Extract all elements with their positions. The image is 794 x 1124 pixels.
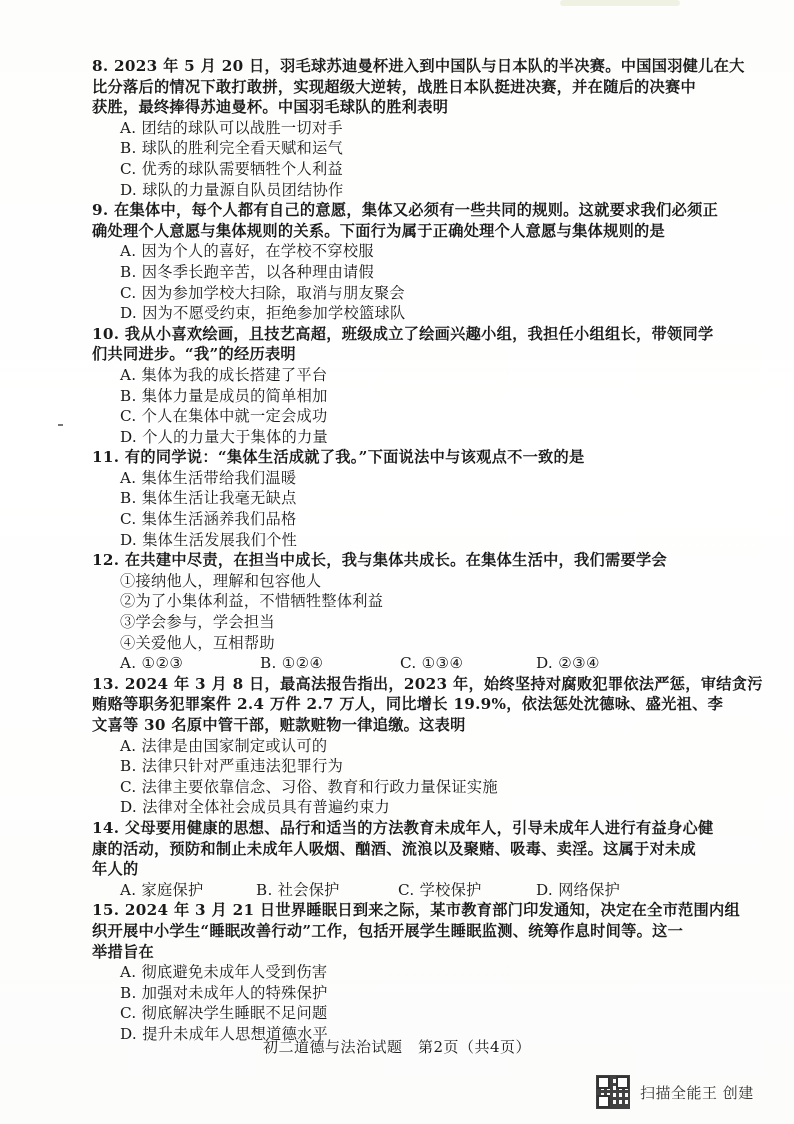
option-b: B. ①②④ [260,654,324,673]
option-c: C. 因为参加学校大扫除，取消与朋友聚会 [120,283,405,302]
option-b: B. 集体力量是成员的简单相加 [120,386,328,405]
option-d: D. 提升未成年人思想道德水平 [120,1024,329,1043]
option-a: A. 团结的球队可以战胜一切对手 [120,118,343,137]
option-a: A. 法律是由国家制定或认可的 [120,736,328,755]
sub-item-3: ③学会参与，学会担当 [120,613,275,632]
question-11 [92,447,762,550]
question-stem-line: 比分落后的情况下敢打敢拼，实现超级大逆转，战胜日本队挺进决赛，并在随后的决赛中 [92,77,697,96]
option-d: D. 个人的力量大于集体的力量 [120,427,329,446]
option-c: C. 集体生活涵养我们品格 [120,510,297,529]
option-c: C. 法律主要依靠信念、习俗、教育和行政力量保证实施 [120,777,498,796]
option-a: A. 家庭保护 [120,880,204,899]
question-stem-line: 8. 2023 年 5 月 20 日，羽毛球苏迪曼杯进入到中国队与日本队的半决赛。中国国羽健儿在大 [92,57,745,75]
option-d: D. 集体生活发展我们个性 [120,530,298,549]
sub-item-4: ④关爱他人，互相帮助 [120,633,275,652]
question-8 [92,56,762,200]
option-c: C. 优秀的球队需要牺牲个人利益 [120,159,343,178]
option-a: A. 因为个人的喜好，在学校不穿校服 [120,242,374,261]
question-stem-line: 15. 2024 年 3 月 21 日世界睡眠日到来之际，某市教育部门印发通知，决定在全市范围内组 [92,901,741,920]
question-stem-line: 年人的 [92,860,139,879]
question-stem-line: 康的活动，预防和制止未成年人吸烟、酗酒、流浪以及聚赌、吸毒、卖淫。这属于对未成 [92,839,697,858]
option-a: A. 集体生活带给我们温暖 [120,468,297,487]
option-b: B. 因冬季长跑辛苦，以各种理由请假 [120,262,375,281]
option-d: D. 网络保护 [536,880,621,899]
option-d: D. 因为不愿受约束，拒绝参加学校篮球队 [120,304,406,323]
option-b: B. 集体生活让我毫无缺点 [120,489,297,508]
question-stem-line: 13. 2024 年 3 月 8 日，最高法报告指出，2023 年，始终坚持对腐败犯罪依法严惩，审结贪污 [92,674,763,693]
option-d: D. 法律对全体社会成员具有普遍约束力 [120,798,390,817]
question-stem-line: 们共同进步。“我”的经历表明 [92,345,296,364]
option-c: C. 学校保护 [398,880,482,899]
question-list [92,56,762,1045]
qr-code-icon [596,1075,630,1109]
option-row [92,880,762,901]
question-stem-line: 举措旨在 [92,942,154,961]
option-a: A. 集体为我的成长搭建了平台 [120,365,328,384]
question-stem-line: 文喜等 30 名原中管干部，赃款赃物一律追缴。这表明 [92,716,466,734]
option-b: B. 加强对未成年人的特殊保护 [120,983,328,1002]
question-stem-line: 10. 我从小喜欢绘画，且技艺高超，班级成立了绘画兴趣小组，我担任小组组长，带领同学 [92,324,714,343]
sub-item-2: ②为了小集体利益，不惜牺牲整体利益 [120,592,384,611]
question-stem-line: 织开展中小学生“睡眠改善行动”工作，包括开展学生睡眠监测、统筹作息时间等。这一 [92,921,684,940]
option-c: C. ①③④ [400,654,464,673]
option-a: A. ①②③ [120,654,184,673]
option-d: D. ②③④ [536,654,600,673]
option-a: A. 彻底避免未成年人受到伤害 [120,963,328,982]
question-stem-line: 确处理个人意愿与集体规则的关系。下面行为属于正确处理个人意愿与集体规则的是 [92,221,666,240]
option-c: C. 彻底解决学生睡眠不足问题 [120,1004,328,1023]
question-stem-line: 14. 父母要用健康的思想、品行和适当的方法教育未成年人，引导未成年人进行有益身心健 [92,818,714,837]
option-b: B. 法律只针对严重违法犯罪行为 [120,757,344,776]
question-stem-line: 9. 在集体中，每个人都有自己的意愿，集体又必须有一些共同的规则。这就要求我们必须正 [92,201,719,220]
option-b: B. 社会保护 [256,880,340,899]
question-stem-line: 贿赂等职务犯罪案件 2.4 万件 2.7 万人，同比增长 19.9%，依法惩处沈德咏、盛光祖、李 [92,695,724,714]
scan-stain [560,0,680,6]
question-14 [92,818,762,900]
question-10 [92,324,762,448]
option-row [92,653,762,674]
scan-speck [58,424,63,426]
option-d: D. 球队的力量源自队员团结协作 [120,180,344,199]
scanner-watermark: 扫描全能王 创建 [640,1084,754,1102]
option-c: C. 个人在集体中就一定会成功 [120,407,328,426]
question-13 [92,674,762,818]
sub-item-1: ①接纳他人，理解和包容他人 [120,571,322,590]
question-stem-line: 获胜，最终捧得苏迪曼杯。中国羽毛球队的胜利表明 [92,98,449,117]
question-stem-line: 12. 在共建中尽责，在担当中成长，我与集体共成长。在集体生活中，我们需要学会 [92,551,667,570]
page-footer: 初二道德与法治试题 第2页（共4页） [262,1038,532,1056]
question-15 [92,900,762,1044]
question-stem-line: 11. 有的同学说：“集体生活成就了我。”下面说法中与该观点不一致的是 [92,448,585,467]
question-12 [92,550,762,674]
question-9 [92,200,762,324]
option-b: B. 球队的胜利完全看天赋和运气 [120,139,344,158]
